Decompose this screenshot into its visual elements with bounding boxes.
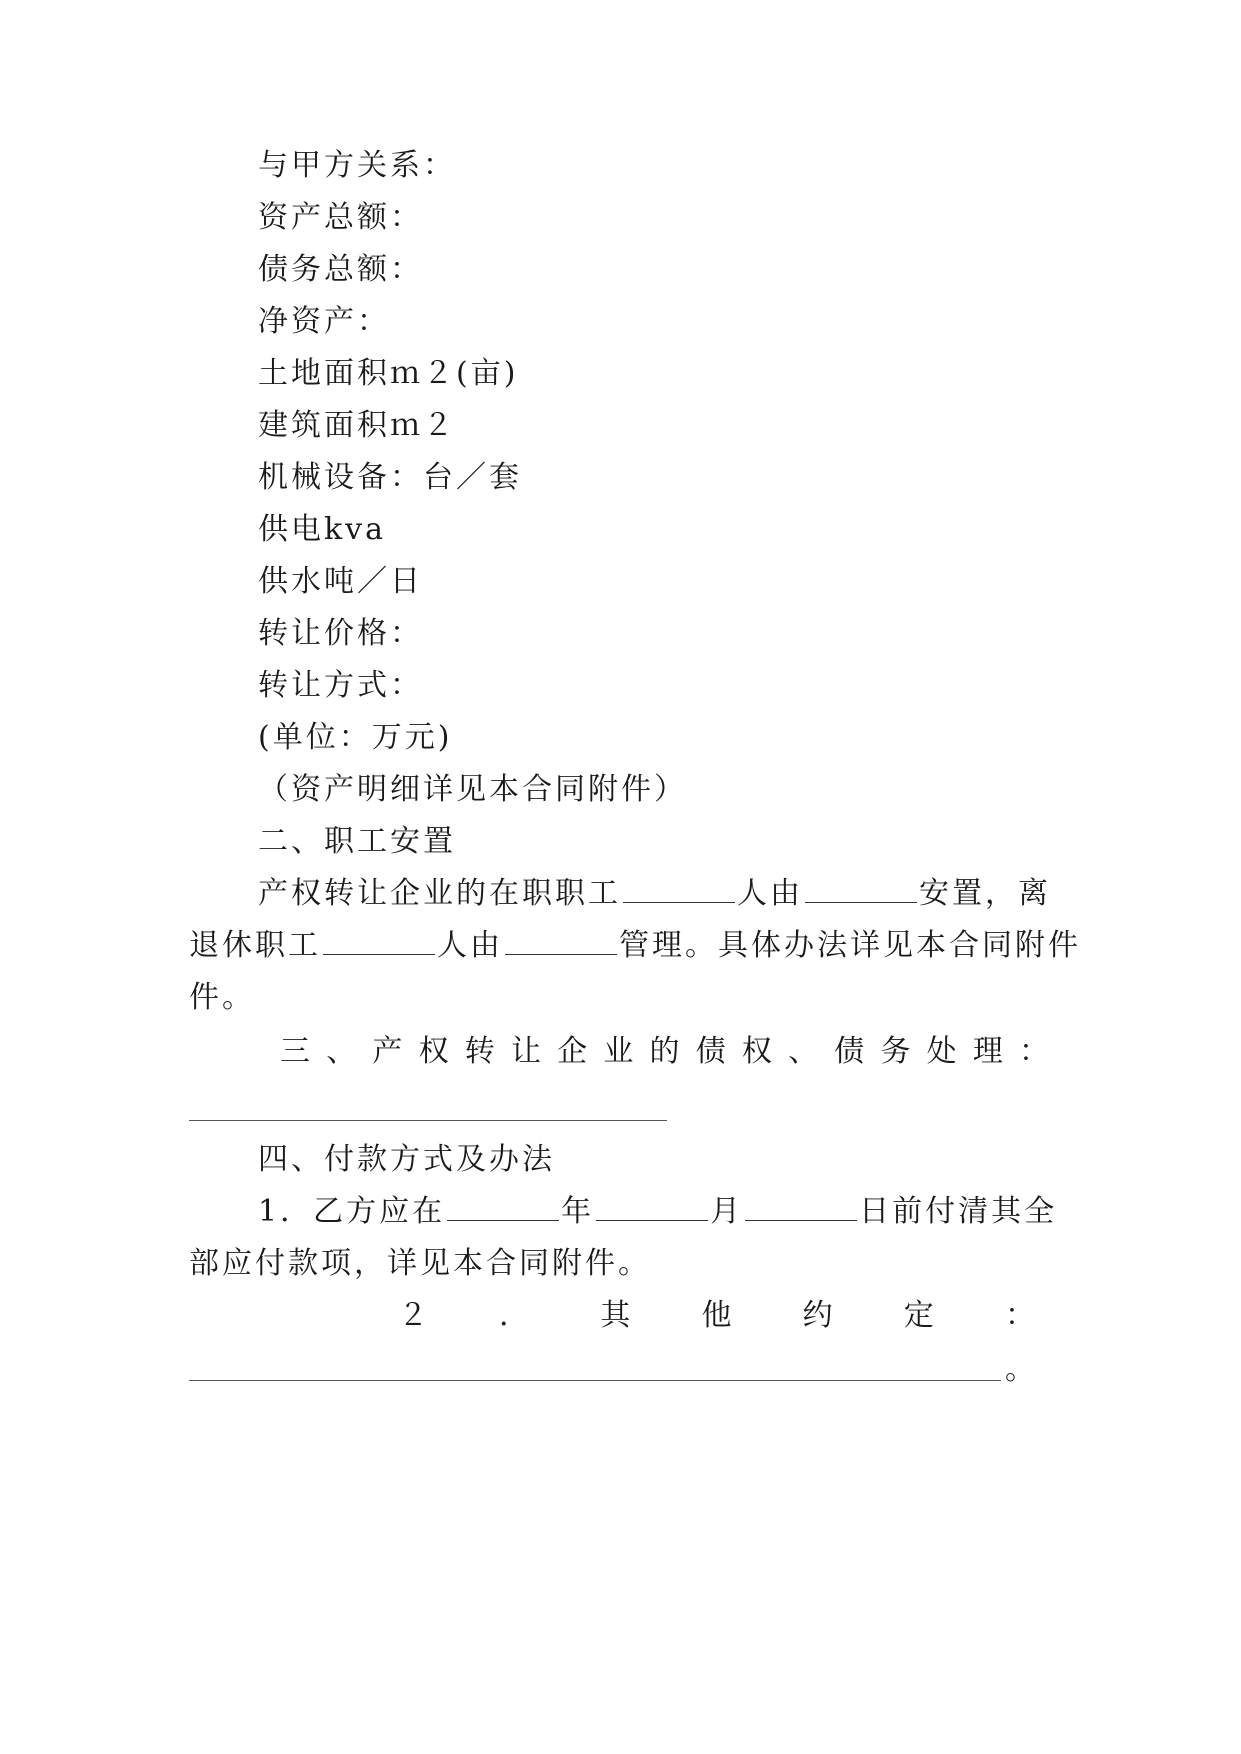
staff-paragraph-line-2	[189, 926, 1081, 966]
staff-paragraph-line-1	[258, 874, 1051, 914]
fill-blank	[745, 1194, 857, 1221]
heading-char: 权	[741, 1034, 775, 1069]
total-assets-line: 资产总额：	[258, 200, 423, 235]
fill-blank	[323, 928, 435, 955]
payment-item-2-heading	[398, 1296, 1038, 1336]
total-debt-line: 债务总额：	[258, 252, 423, 287]
section-heading-payment: 四、付款方式及办法	[258, 1142, 555, 1177]
net-assets-line: 净资产：	[258, 304, 390, 339]
staff-paragraph-line-3: 件。	[189, 980, 255, 1015]
payment-text: 日前付清其全	[859, 1194, 1058, 1229]
transfer-method-line: 转让方式：	[258, 668, 423, 703]
heading-char: 债	[834, 1034, 868, 1069]
heading-char: 转	[464, 1034, 498, 1069]
heading-char: 权	[418, 1034, 452, 1069]
heading-char: 、	[788, 1034, 822, 1069]
staff-text: 管理。具体办法详见本合同附件	[619, 928, 1081, 963]
relation-line: 与甲方关系：	[258, 148, 456, 183]
heading-char: ２	[398, 1298, 431, 1333]
heading-char: 约	[802, 1298, 836, 1333]
staff-text: 人由	[437, 928, 503, 963]
payment-text: 月	[710, 1194, 744, 1229]
fill-blank	[623, 876, 735, 903]
heading-char: 其	[600, 1298, 634, 1333]
section-heading-debts	[280, 1032, 1052, 1072]
heading-char: 他	[701, 1298, 735, 1333]
heading-char: 、	[326, 1034, 360, 1069]
debts-fill-line	[189, 1120, 667, 1121]
end-period: 。	[1005, 1352, 1038, 1387]
heading-char: 处	[926, 1034, 960, 1069]
heading-char: ．	[499, 1298, 533, 1333]
heading-char: 务	[880, 1034, 914, 1069]
fill-blank	[505, 928, 617, 955]
machinery-line: 机械设备：台／套	[258, 460, 522, 495]
heading-char: ：	[1019, 1034, 1052, 1069]
heading-char: 理	[972, 1034, 1006, 1069]
water-supply-line: 供水吨／日	[258, 564, 423, 599]
fill-blank	[805, 876, 917, 903]
other-terms-fill-line	[189, 1380, 1001, 1381]
heading-char: 债	[695, 1034, 729, 1069]
power-supply-line: 供电kva	[258, 512, 387, 547]
payment-text: 1．乙方应在	[258, 1194, 446, 1229]
heading-char: 业	[603, 1034, 637, 1069]
building-area-line: 建筑面积ｍ２	[258, 408, 456, 443]
payment-item-1-line-2: 部应付款项，详见本合同附件。	[189, 1246, 651, 1281]
heading-char: 产	[372, 1034, 406, 1069]
payment-text: 年	[561, 1194, 595, 1229]
heading-char: 企	[557, 1034, 591, 1069]
staff-text: 退休职工	[189, 928, 321, 963]
unit-note-line: (单位：万元)	[258, 720, 453, 755]
heading-char: ：	[1004, 1298, 1038, 1333]
land-area-line: 土地面积ｍ２(亩)	[258, 356, 519, 391]
heading-char: 的	[649, 1034, 683, 1069]
staff-text: 安置，离	[919, 876, 1051, 911]
staff-text: 人由	[737, 876, 803, 911]
heading-char: 让	[510, 1034, 544, 1069]
heading-char: 定	[903, 1298, 937, 1333]
transfer-price-line: 转让价格：	[258, 616, 423, 651]
fill-blank	[447, 1194, 559, 1221]
section-heading-staff: 二、职工安置	[258, 824, 456, 859]
fill-blank	[596, 1194, 708, 1221]
asset-detail-note: （资产明细详见本合同附件）	[258, 772, 687, 807]
heading-char: 三	[280, 1034, 313, 1069]
staff-text: 产权转让企业的在职职工	[258, 876, 621, 911]
payment-item-1-line-1	[258, 1192, 1057, 1232]
